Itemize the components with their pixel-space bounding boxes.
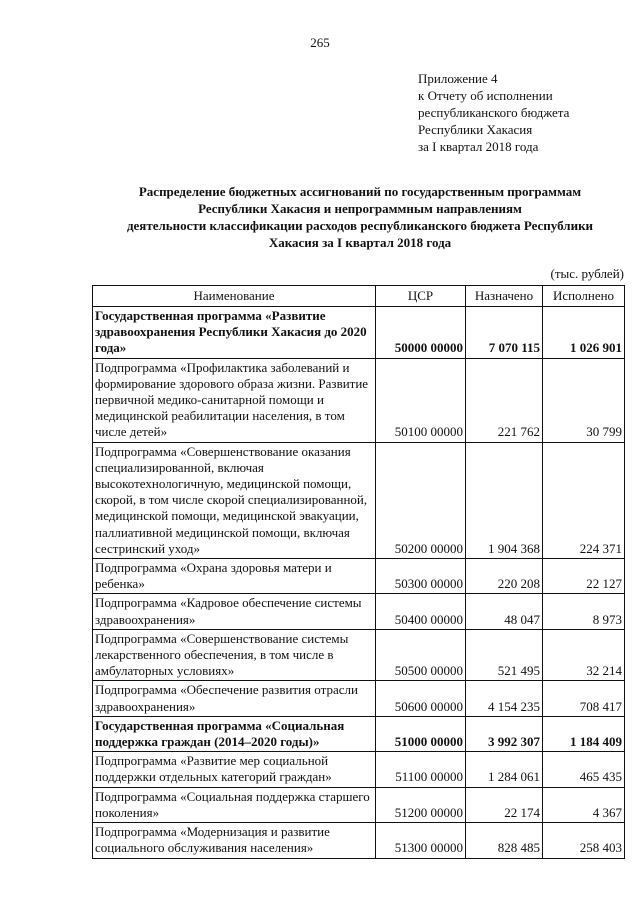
cell-assigned: 221 762 [466,358,543,442]
cell-assigned: 4 154 235 [466,681,543,716]
cell-name: Подпрограмма «Развитие мер социальной поддержки отдельных категорий граждан» [93,752,376,787]
cell-code: 51100 00000 [376,752,466,787]
table-row-subprogram [93,787,625,822]
header-name: Наименование [93,286,376,307]
cell-code: 50000 00000 [376,307,466,359]
cell-code: 51000 00000 [376,716,466,751]
cell-code: 50600 00000 [376,681,466,716]
appendix-line: Приложение 4 [418,71,498,86]
cell-code: 50400 00000 [376,594,466,629]
title-line: деятельности классификации расходов республиканского бюджета Республики [126,218,594,233]
table-header-row [93,286,625,307]
cell-executed: 1 184 409 [543,716,625,751]
cell-executed: 4 367 [543,787,625,822]
cell-assigned: 1 904 368 [466,442,543,558]
appendix-line: к Отчету об исполнении [418,88,553,103]
header-assigned: Назначено [466,286,543,307]
cell-executed: 1 026 901 [543,307,625,359]
cell-name: Подпрограмма «Профилактика заболеваний и формирование здорового образа жизни. Развитие первичной медико-санитарной помощи и медицинской реабилитации населения, в том числе детей» [93,358,376,442]
page-number: 265 [310,35,330,50]
cell-code: 50200 00000 [376,442,466,558]
units-label: (тыс. рублей) [550,266,624,281]
cell-assigned: 3 992 307 [466,716,543,751]
cell-executed: 30 799 [543,358,625,442]
table-row-subprogram [93,681,625,716]
cell-code: 51300 00000 [376,823,466,858]
cell-assigned: 220 208 [466,559,543,594]
cell-name: Подпрограмма «Модернизация и развитие социального обслуживания населения» [93,823,376,858]
cell-code: 51200 00000 [376,787,466,822]
cell-name: Подпрограмма «Обеспечение развития отрасли здравоохранения» [93,681,376,716]
cell-executed: 258 403 [543,823,625,858]
cell-executed: 224 371 [543,442,625,558]
cell-name: Подпрограмма «Совершенствование оказания специализированной, включая высокотехнологичную, медицинской помощи, скорой, в том числе скорой специализированной, медицинской помощи, медицинской эвакуации, паллиативной медицинской помощи, включая сестринский уход» [93,442,376,558]
cell-executed: 465 435 [543,752,625,787]
cell-assigned: 828 485 [466,823,543,858]
header-code: ЦСР [376,286,466,307]
table-row-subprogram [93,559,625,594]
cell-name: Подпрограмма «Совершенствование системы лекарственного обеспечения, в том числе в амбулаторных условиях» [93,629,376,681]
cell-name: Подпрограмма «Охрана здоровья матери и ребенка» [93,559,376,594]
appendix-line: за I квартал 2018 года [418,139,539,154]
budget-table [92,285,625,859]
cell-executed: 22 127 [543,559,625,594]
cell-code: 50500 00000 [376,629,466,681]
appendix-line: Республики Хакасия [418,122,533,137]
cell-name: Подпрограмма «Кадровое обеспечение системы здравоохранения» [93,594,376,629]
cell-assigned: 7 070 115 [466,307,543,359]
cell-executed: 32 214 [543,629,625,681]
document-title [80,183,640,251]
table-row-program [93,716,625,751]
appendix-note [418,70,569,155]
table-row-program [93,307,625,359]
cell-assigned: 1 284 061 [466,752,543,787]
table-row-subprogram [93,594,625,629]
cell-assigned: 48 047 [466,594,543,629]
cell-name: Государственная программа «Социальная поддержка граждан (2014–2020 годы)» [93,716,376,751]
table-row-subprogram [93,358,625,442]
cell-code: 50100 00000 [376,358,466,442]
table-row-subprogram [93,823,625,858]
cell-name: Подпрограмма «Социальная поддержка старшего поколения» [93,787,376,822]
cell-assigned: 22 174 [466,787,543,822]
title-line: Хакасия за I квартал 2018 года [268,235,452,250]
cell-code: 50300 00000 [376,559,466,594]
appendix-line: республиканского бюджета [418,105,570,120]
cell-assigned: 521 495 [466,629,543,681]
cell-name: Государственная программа «Развитие здравоохранения Республики Хакасия до 2020 года» [93,307,376,359]
cell-executed: 708 417 [543,681,625,716]
table-row-subprogram [93,442,625,558]
title-line: Республики Хакасия и непрограммным направлениям [198,201,522,216]
cell-executed: 8 973 [543,594,625,629]
table-row-subprogram [93,629,625,681]
title-line: Распределение бюджетных ассигнований по государственным программам [138,184,582,199]
table-row-subprogram [93,752,625,787]
header-executed: Исполнено [543,286,625,307]
